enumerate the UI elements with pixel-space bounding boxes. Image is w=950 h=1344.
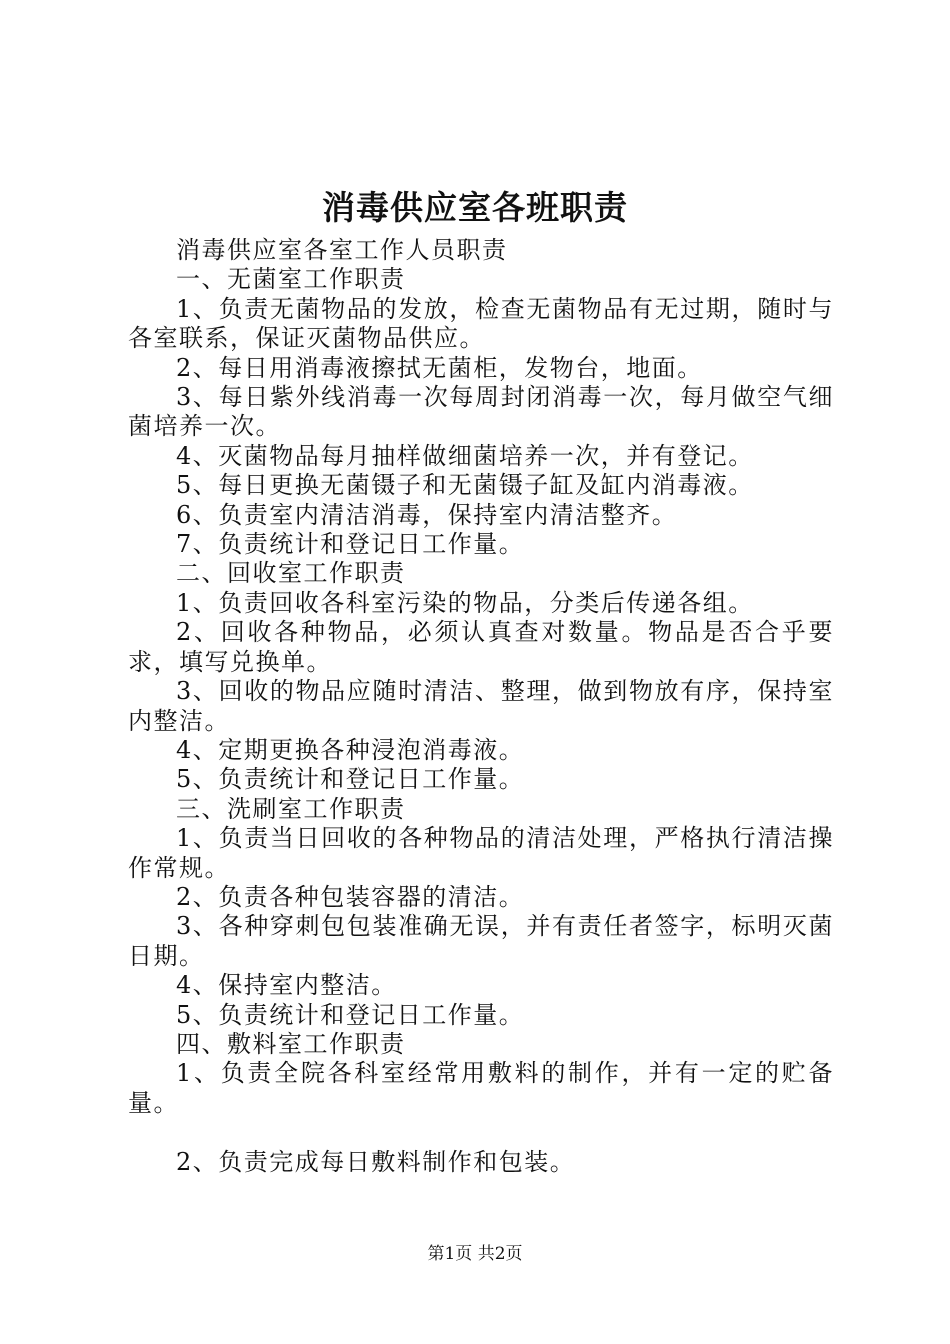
list-item: 6、负责室内清洁消毒，保持室内清洁整齐。: [176, 500, 678, 529]
section-heading-washing-room: 三、洗刷室工作职责: [176, 794, 406, 823]
list-item: 1、负责全院各科室经常用敷料的制作，并有一定的贮备量。: [128, 1059, 834, 1117]
list-item: 2、负责完成每日敷料制作和包装。: [176, 1147, 576, 1176]
list-item: 7、负责统计和登记日工作量。: [176, 530, 525, 559]
list-item: 4、定期更换各种浸泡消毒液。: [176, 735, 525, 764]
list-item: 1、负责无菌物品的发放，检查无菌物品有无过期，随时与各室联系，保证灭菌物品供应。: [128, 294, 834, 353]
paragraph-intro: 消毒供应室各室工作人员职责: [176, 236, 508, 264]
list-item: 2、每日用消毒液擦拭无菌柜，发物台，地面。: [176, 353, 703, 382]
list-item: 5、负责统计和登记日工作量。: [176, 765, 525, 794]
list-item: 1、负责当日回收的各种物品的清洁处理，严格执行清洁操作常规。: [128, 824, 834, 882]
list-item: 3、各种穿刺包包装准确无误，并有责任者签字，标明灭菌日期。: [128, 912, 834, 970]
list-item: 5、每日更换无菌镊子和无菌镊子缸及缸内消毒液。: [176, 471, 754, 500]
section-heading-sterile-room: 一、无菌室工作职责: [176, 265, 406, 294]
list-item: 2、负责各种包装容器的清洁。: [176, 882, 525, 911]
list-item: 4、保持室内整洁。: [176, 971, 397, 1000]
list-item: 1、负责回收各科室污染的物品，分类后传递各组。: [176, 588, 754, 617]
list-item: 3、每日紫外线消毒一次每周封闭消毒一次，每月做空气细菌培养一次。: [128, 383, 834, 441]
document-title: 消毒供应室各班职责: [322, 188, 628, 227]
list-item: 4、灭菌物品每月抽样做细菌培养一次，并有登记。: [176, 441, 754, 470]
section-heading-recovery-room: 二、回收室工作职责: [176, 559, 406, 588]
section-heading-dressing-room: 四、敷料室工作职责: [176, 1029, 406, 1058]
list-item: 3、回收的物品应随时清洁、整理，做到物放有序，保持室内整洁。: [128, 677, 834, 735]
page-footer: 第1页 共2页: [427, 1244, 523, 1264]
document-body: [128, 236, 834, 1177]
list-item: 2、回收各种物品，必须认真查对数量。物品是否合乎要求，填写兑换单。: [128, 618, 834, 676]
list-item: 5、负责统计和登记日工作量。: [176, 1000, 525, 1029]
